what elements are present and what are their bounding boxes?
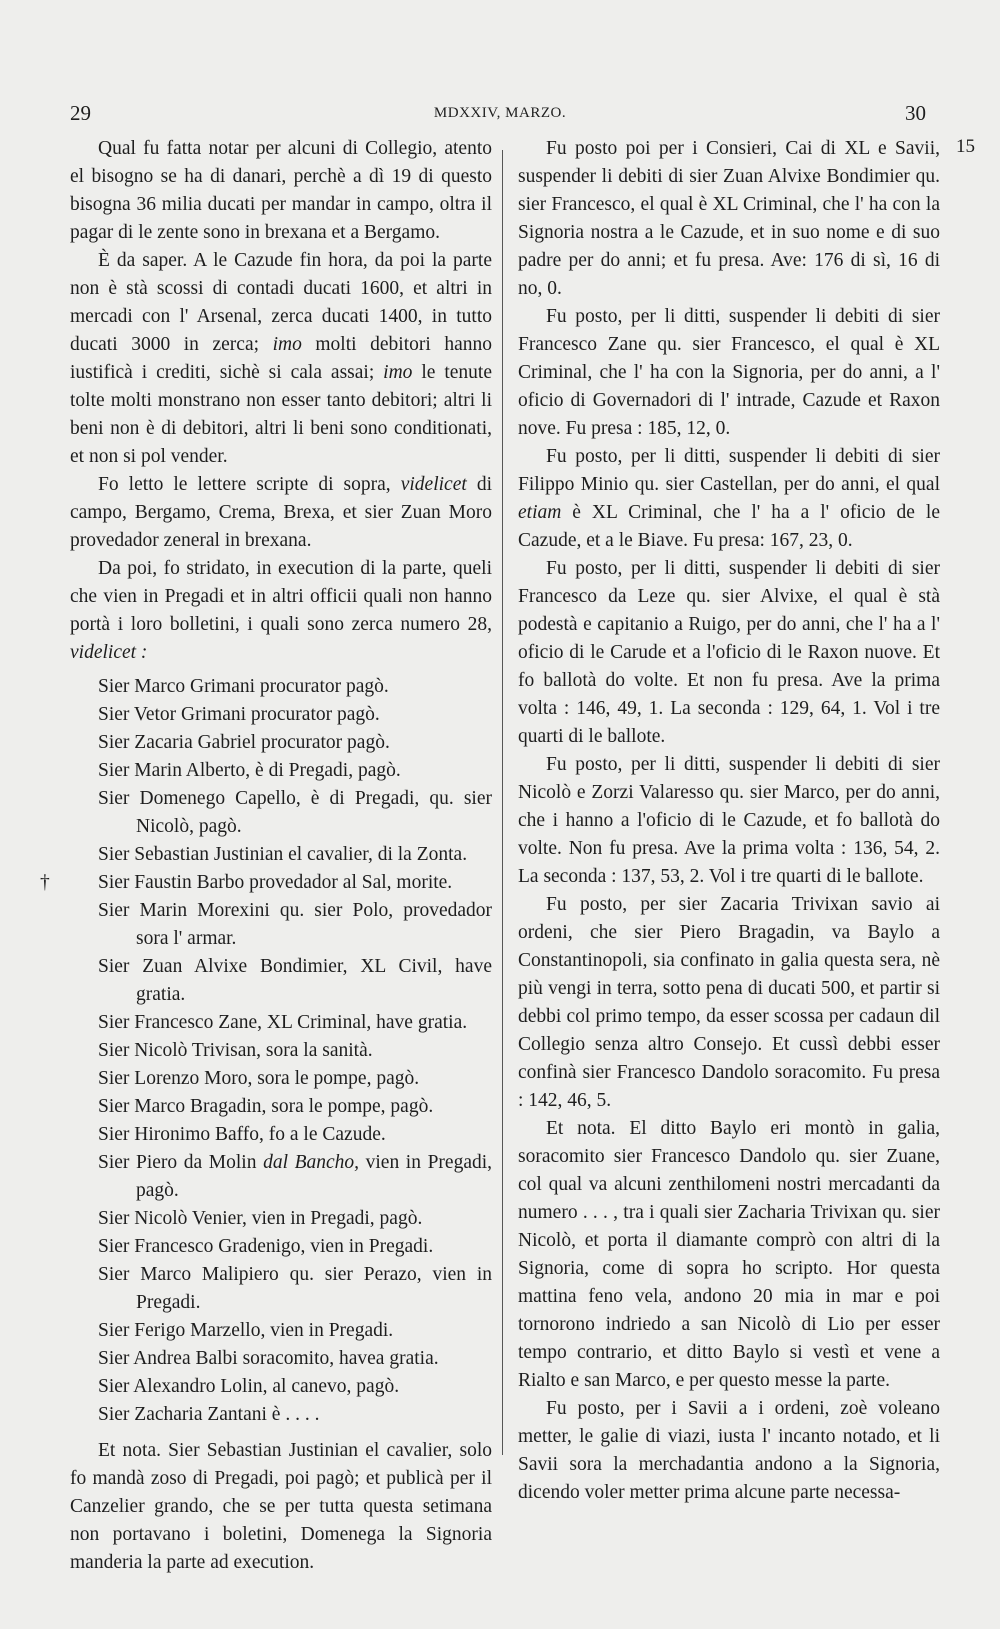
list-item: Sier Zacharia Zantani è . . . . [98,1404,320,1425]
list-item: Sier Marco Malipiero qu. sier Perazo, vien in Pregadi. [98,1264,492,1313]
list-item: Sier Marco Grimani procurator pagò. [98,676,389,697]
list-item: Sier Marin Alberto, è di Pregadi, pagò. [98,760,401,781]
list-item: Sier Ferigo Marzello, vien in Pregadi. [98,1320,394,1341]
list-item: Sier Zuan Alvixe Bondimier, XL Civil, have gratia. [98,956,492,1005]
margin-line-number: 15 [956,136,975,157]
list-item: † Sier Faustin Barbo provedador al Sal, morite. [40,872,453,893]
right-paragraph-7: Et nota. El ditto Baylo eri montò in galia, soracomito sier Francesco Dandolo qu. sier Zuane, col qual va alcuni zenthilomeni nostri mercadanti da numero . . . , tra i quali sier Zacharia Trivixan qu. sier Nicolò, et porta il diamante comprò con altri di la Signoria, come di sopra ho scripto. Hor questa mattina feno vela, andono 20 mia in mar e poi tornorono indriedo a san Nicolò di Lio per esser tempo contrario, et ditto Baylo si vestì et vene a Rialto e san Marco, e per questo messe la parte. [518,1118,940,1391]
left-page-number: 29 [70,101,91,125]
list-item: Sier Andrea Balbi soracomito, havea gratia. [98,1348,439,1369]
list-item: Sier Nicolò Venier, vien in Pregadi, pagò. [98,1208,423,1229]
list-item: Sier Hironimo Baffo, fo a le Cazude. [98,1124,386,1145]
list-item: Sier Lorenzo Moro, sora le pompe, pagò. [98,1068,420,1089]
left-paragraph-4: Da poi, fo stridato, in execution di la parte, queli che vien in Pregadi et in altri officii quali non hanno portà i loro bolletini, i quali sono zerca numero 28, videlicet : [70,558,492,663]
list-item: Sier Vetor Grimani procurator pagò. [98,704,380,725]
left-paragraph-2: È da saper. A le Cazude fin hora, da poi la parte non è stà scossi di contadi ducati 1600, et altri in mercadi con l' Arsenal, zerca ducati 1400, in tutto ducati 3000 in zerca; imo molti debitori hanno iustificà i crediti, sichè si cala assai; imo le tenute tolte molti monstrano non esser tanto debitori; altri li beni non è di debitori, altri li beni sono conditionati, et non si pol vender. [70,250,492,467]
running-header: MDXXIV, MARZO. [433,105,567,121]
right-paragraph-2: Fu posto, per li ditti, suspender li debiti di sier Francesco Zane qu. sier Francesco, el qual è XL Criminal, che l' ha con la Signoria, per do anni, a l' oficio di Governadori di l' intrade, Cazude et Raxon nove. Fu presa : 185, 12, 0. [518,306,940,439]
right-paragraph-5: Fu posto, per li ditti, suspender li debiti di sier Nicolò e Zorzi Valaresso qu. sier Marco, per do anni, che i hanno a l'oficio di le Cazude, et fo ballotà do volte. Non fu presa. Ave la prima volta : 136, 54, 2. La seconda : 137, 53, 2. Vol i tre quarti di le ballote. [518,754,940,887]
right-column [518,135,940,1507]
list-item: Sier Marco Bragadin, sora le pompe, pagò. [98,1096,434,1117]
right-paragraph-4: Fu posto, per li ditti, suspender li debiti di sier Francesco da Leze qu. sier Alvixe, el qual è stà podestà e capitanio a Ruigo, per do anni, che l' ha a l' oficio di le Carude et a l'oficio di le Raxon nuove. Et fo ballotà do volte. Et non fu presa. Ave la prima volta : 146, 49, 1. La seconda : 129, 64, 1. Vol i tre quarti di le ballote. [518,558,940,747]
list-item: Sier Zacaria Gabriel procurator pagò. [98,732,390,753]
left-column [40,135,493,1577]
list-item: Sier Piero da Molin dal Bancho, vien in Pregadi, pagò. [98,1152,493,1201]
right-paragraph-3: Fu posto, per li ditti, suspender li debiti di sier Filippo Minio qu. sier Castellan, per do anni, el qual etiam è XL Criminal, che l' ha a l' oficio de le Cazude, et a le Biave. Fu presa: 167, 23, 0. [518,446,940,551]
left-paragraph-5: Et nota. Sier Sebastian Justinian el cavalier, solo fo mandà zoso di Pregadi, poi pagò; et publicà per il Canzelier grando, che se per tutta questa setimana non portavano i boletini, Domenega la Signoria manderia la parte ad execution. [70,1440,492,1573]
right-page-number: 30 [905,101,926,125]
column-divider [502,150,503,1455]
list-item: Sier Sebastian Justinian el cavalier, di la Zonta. [98,844,468,865]
right-paragraph-8: Fu posto, per i Savii a i ordeni, zoè voleano metter, le galie di viazi, iusta l' incanto notado, et li Savii sora la merchadantia andono a la Signoria, dicendo voler metter prima alcune parte necessa- [518,1398,940,1503]
right-paragraph-1: Fu posto poi per i Consieri, Cai di XL e Savii, suspender li debiti di sier Zuan Alvixe Bondimier qu. sier Francesco, el qual è XL Criminal, che l' ha con la Signoria nostra a le Cazude, et in suo nome e di suo padre per do anni; et fu presa. Ave: 176 di sì, 16 di no, 0. [518,138,940,299]
right-paragraph-6: Fu posto, per sier Zacaria Trivixan savio ai ordeni, che sier Piero Bragadin, va Baylo a Constantinopoli, sia confinato in galia questa sera, nè più vengi in terra, sotto pena di ducati 500, et partir si debbi col primo tempo, da esser scossa per cadaun dil Collegio senza altro Consejo. Et cussì debbi esser confinà sier Francesco Dandolo soracomito. Fu presa : 142, 46, 5. [518,894,940,1111]
list-item: Sier Domenego Capello, è di Pregadi, qu. sier Nicolò, pagò. [98,788,492,837]
list-item: Sier Francesco Gradenigo, vien in Pregadi. [98,1236,434,1257]
list-item: Sier Marin Morexini qu. sier Polo, provedador sora l' armar. [98,900,492,949]
list-item: Sier Francesco Zane, XL Criminal, have gratia. [98,1012,468,1033]
left-paragraph-1: Qual fu fatta notar per alcuni di Collegio, atento el bisogno se ha di danari, perchè a dì 19 di questo bisogna 36 milia ducati per mandar in campo, oltra il pagar di le zente sono in brexana et a Bergamo. [70,138,492,243]
list-item: Sier Alexandro Lolin, al canevo, pagò. [98,1376,400,1397]
list-item: Sier Nicolò Trivisan, sora la sanità. [98,1040,373,1061]
left-paragraph-3: Fo letto le lettere scripte di sopra, videlicet di campo, Bergamo, Crema, Brexa, et sier Zuan Moro provedador zeneral in brexana. [70,474,493,551]
